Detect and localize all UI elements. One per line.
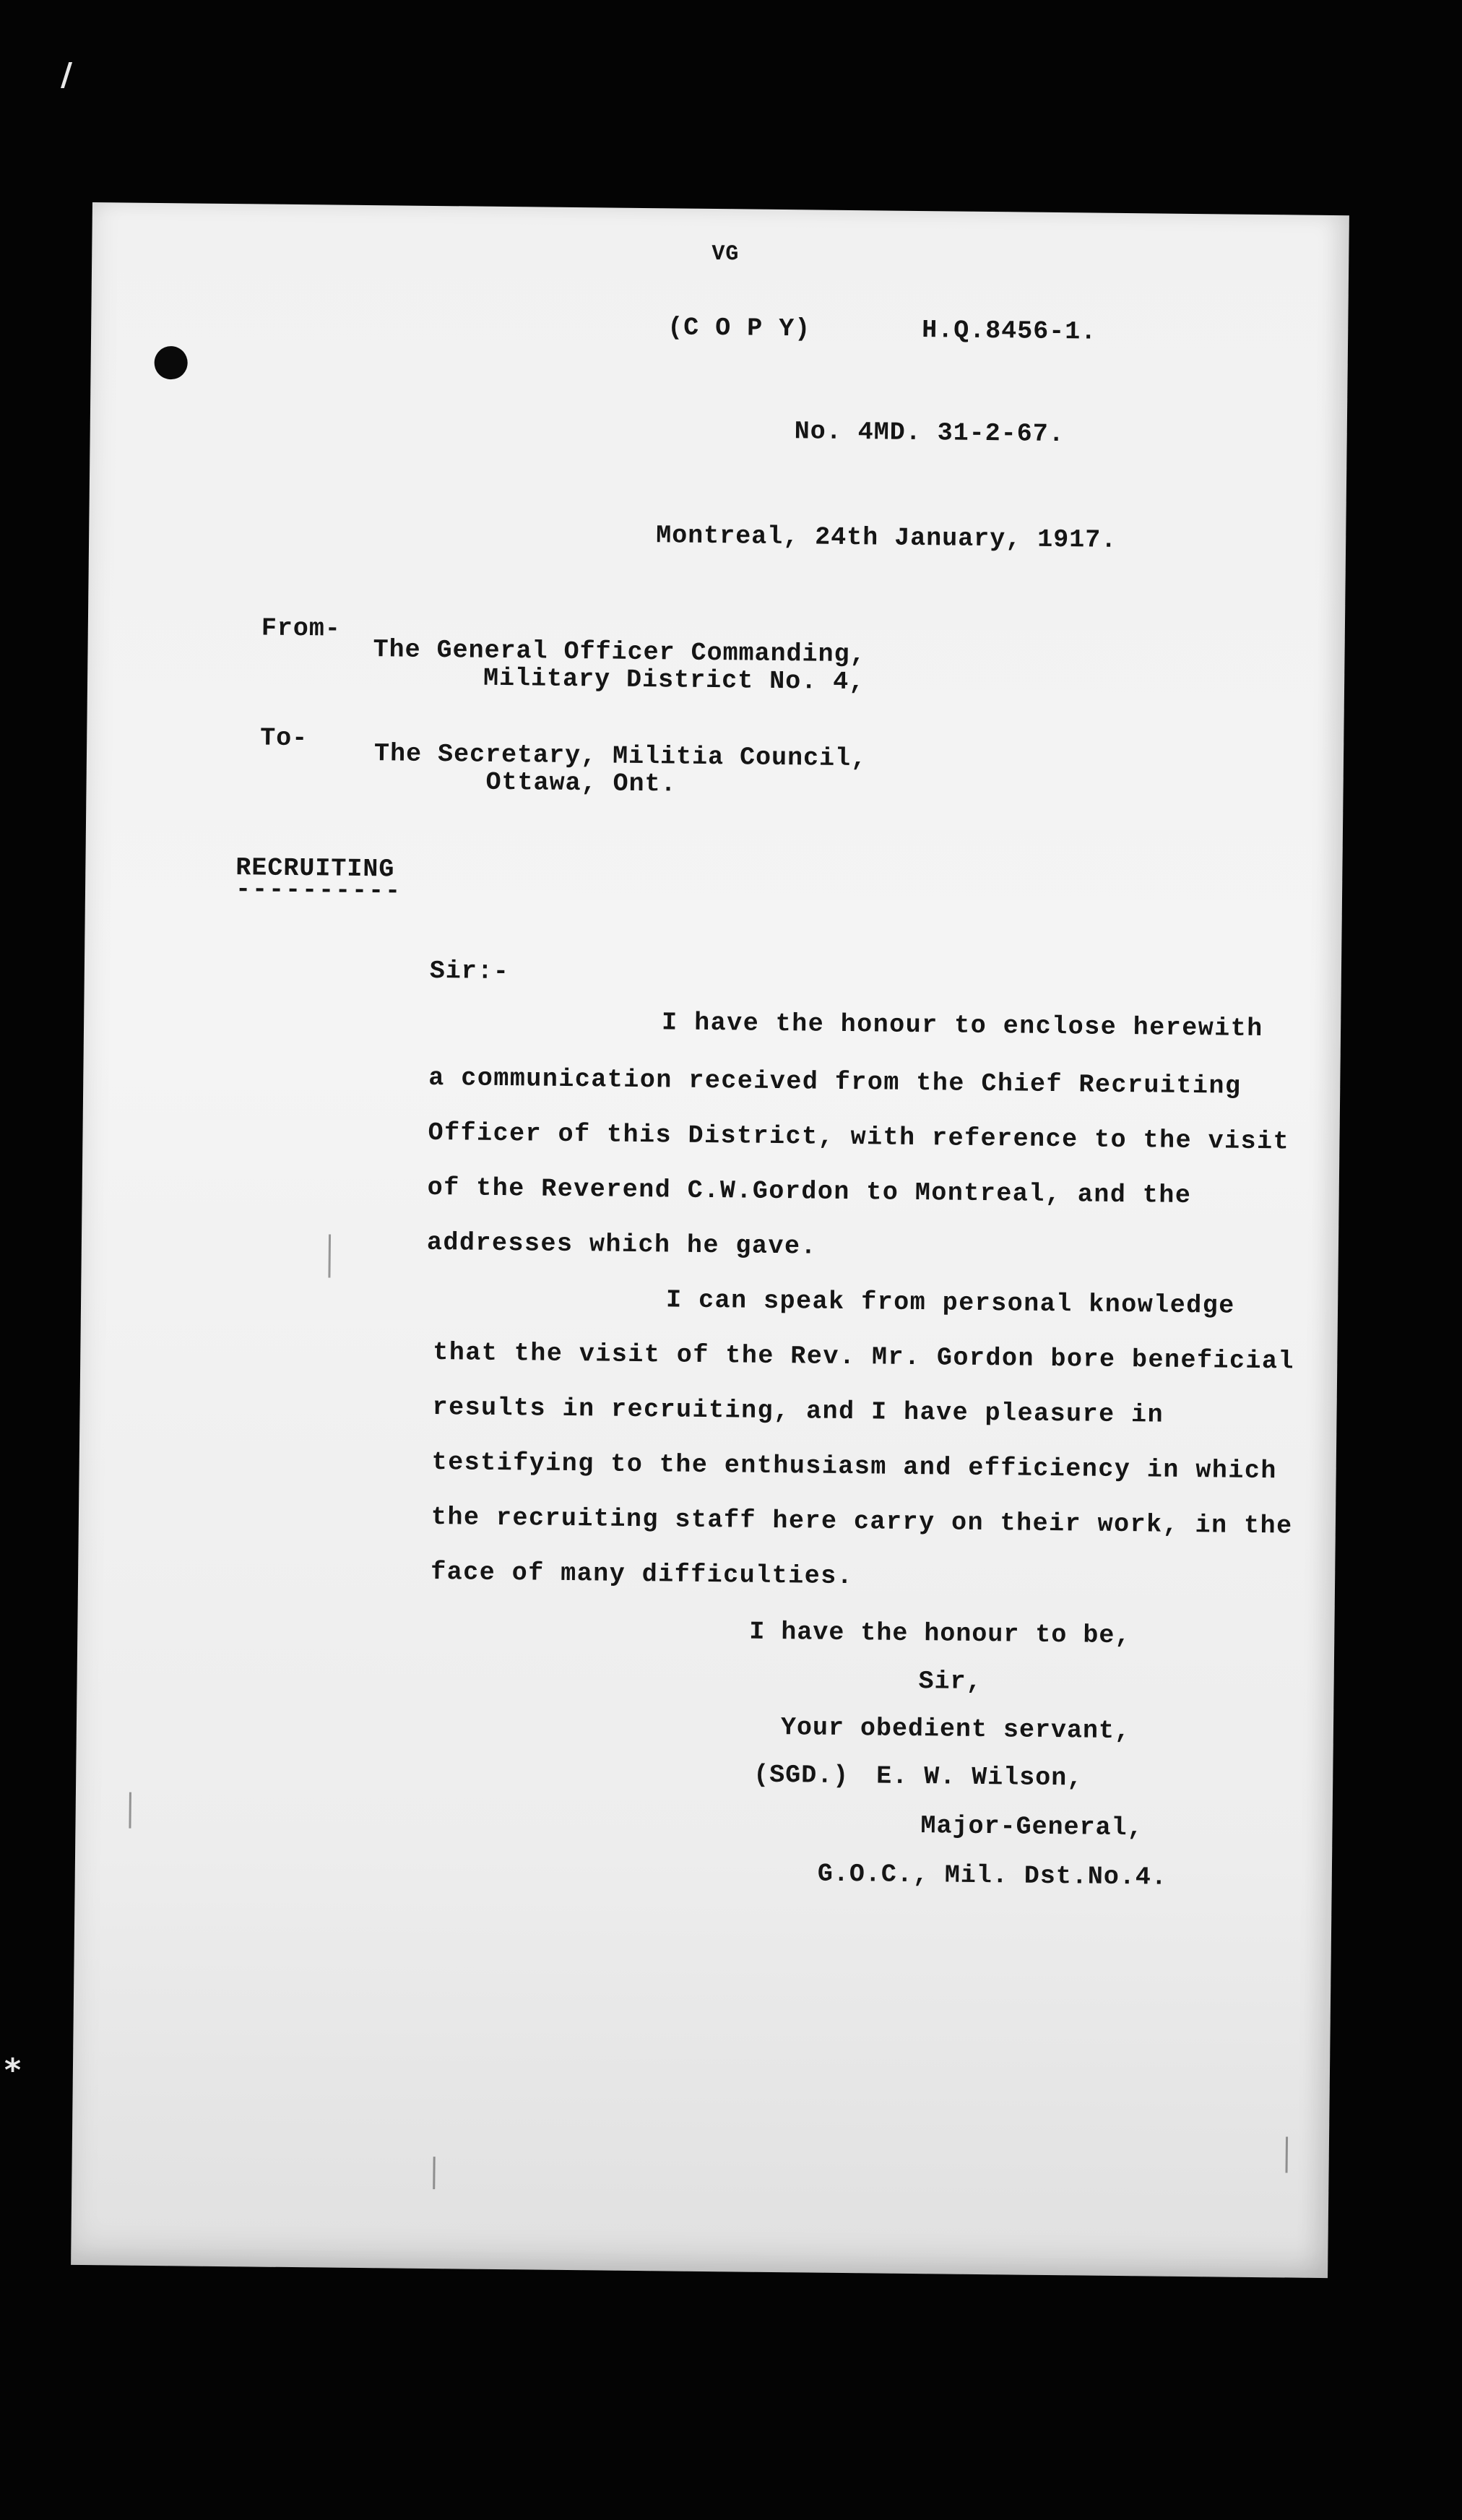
body-line: the recruiting staff here carry on their work, in the [431, 1503, 1293, 1541]
from-label: From- [261, 613, 342, 644]
body-line: of the Reverend C.W.Gordon to Montreal, and the [427, 1173, 1192, 1211]
body-line: addresses which he gave. [426, 1227, 818, 1261]
top-mark: VG [711, 241, 740, 267]
body-line: face of many difficulties. [430, 1558, 854, 1592]
place-date: Montreal, 24th January, 1917. [656, 521, 1117, 555]
scan-speck [433, 2157, 435, 2189]
to-line-2: Ottawa, Ont. [485, 767, 677, 799]
scan-speck [328, 1235, 331, 1278]
scan-speck [1286, 2136, 1289, 2172]
edge-mark: * [4, 2052, 22, 2089]
body-line: Officer of this District, with reference to the visit [428, 1118, 1290, 1157]
scan-speck [129, 1792, 131, 1829]
signatory-rank: Major-General, [920, 1811, 1143, 1843]
signatory-name: E. W. Wilson, [876, 1761, 1083, 1793]
copy-label: (C O P Y) [667, 313, 811, 344]
letter-page [71, 202, 1349, 2278]
edge-mark: / [61, 56, 73, 93]
body-line: results in recruiting, and I have pleasure in [432, 1393, 1164, 1430]
closing-line-2: Sir, [918, 1667, 982, 1697]
salutation: Sir:- [429, 956, 510, 987]
closing-line-1: I have the honour to be, [749, 1617, 1131, 1651]
body-line: I can speak from personal knowledge [665, 1285, 1235, 1321]
closing-line-3: Your obedient servant, [780, 1713, 1131, 1746]
file-number: No. 4MD. 31-2-67. [794, 417, 1065, 449]
from-line-2: Military District No. 4, [483, 663, 865, 697]
subject-heading: RECRUITING [235, 853, 395, 884]
signatory-title: G.O.C., Mil. Dst.No.4. [817, 1859, 1168, 1892]
to-line-1: The Secretary, Militia Council, [373, 739, 868, 774]
body-line: I have the honour to enclose herewith [661, 1008, 1263, 1044]
subject-underline: ---------- [235, 875, 402, 906]
body-line: a communication received from the Chief Recruiting [428, 1063, 1242, 1101]
hq-reference: H.Q.8456-1. [921, 316, 1097, 347]
to-label: To- [260, 723, 308, 754]
punch-hole [154, 346, 187, 379]
body-line: that the visit of the Rev. Mr. Gordon bore beneficial [433, 1338, 1295, 1376]
signed-label: (SGD.) [753, 1760, 849, 1791]
from-line-1: The General Officer Commanding, [373, 635, 866, 670]
body-line: testifying to the enthusiasm and efficiency in which [431, 1448, 1278, 1486]
